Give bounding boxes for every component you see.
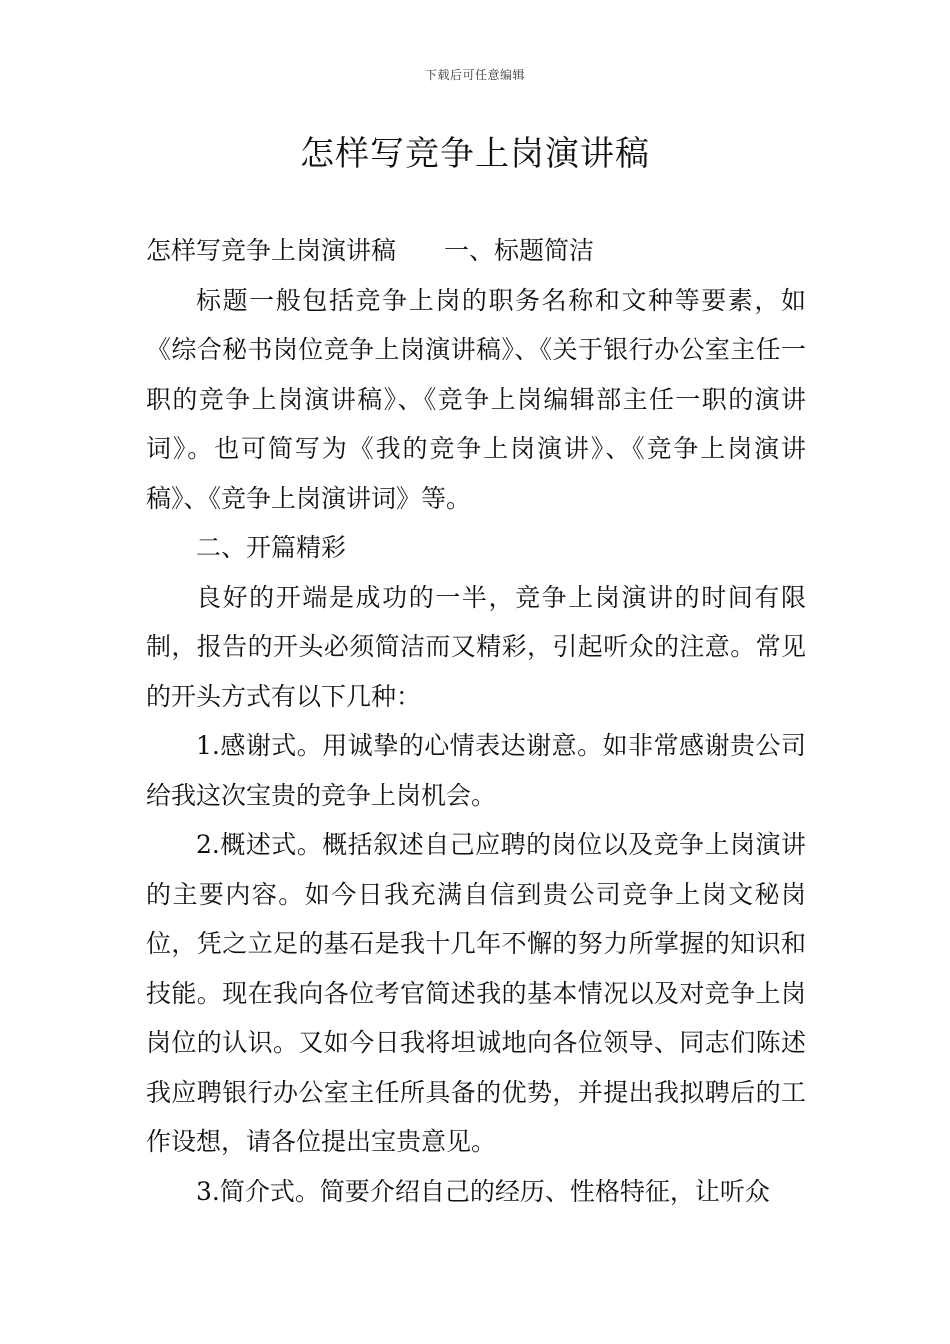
paragraph-introduction-style: 3.简介式。简要介绍自己的经历、性格特征，让听众 xyxy=(196,1176,770,1206)
paragraph-summary-style: 2.概述式。概括叙述自己应聘的岗位以及竞争上岗演讲的主要内容。如今日我充满自信到贵公司竞争上岗文秘岗位，凭之立足的基石是我十几年不懈的努力所掌握的知识和技能。现在我向各位考官简述我的基本情况以及对竞争上岗岗位的认识。又如今日我将坦诚地向各位领导、同志们陈述我应聘银行办公室主任所具备的优势，并提出我拟聘后的工作设想，请各位提出宝贵意见。 xyxy=(146,830,806,1156)
section-heading-two: 二、开篇精彩 xyxy=(196,533,347,562)
section-heading-one: 一、标题简洁 xyxy=(444,236,595,265)
intro-line xyxy=(146,226,806,276)
document-title: 怎样写竞争上岗演讲稿 xyxy=(300,134,650,174)
intro-title-repeat: 怎样写竞争上岗演讲稿 xyxy=(146,236,397,265)
paragraph-opening-importance: 良好的开端是成功的一半，竞争上岗演讲的时间有限制，报告的开头必须简洁而又精彩，引起听众的注意。常见的开头方式有以下几种： xyxy=(146,582,806,711)
header-note: 下载后可任意编辑 xyxy=(424,68,525,82)
paragraph-title-guidance: 标题一般包括竞争上岗的职务名称和文种等要素，如《综合秘书岗位竞争上岗演讲稿》、《关于银行办公室主任一职的竞争上岗演讲稿》、《竞争上岗编辑部主任一职的演讲词》。也可简写为《我的竞争上岗演讲》、《竞争上岗演讲稿》、《竞争上岗演讲词》等。 xyxy=(146,285,806,513)
document-body xyxy=(146,226,806,1216)
paragraph-thanks-style: 1.感谢式。用诚挚的心情表达谢意。如非常感谢贵公司给我这次宝贵的竞争上岗机会。 xyxy=(146,731,806,810)
